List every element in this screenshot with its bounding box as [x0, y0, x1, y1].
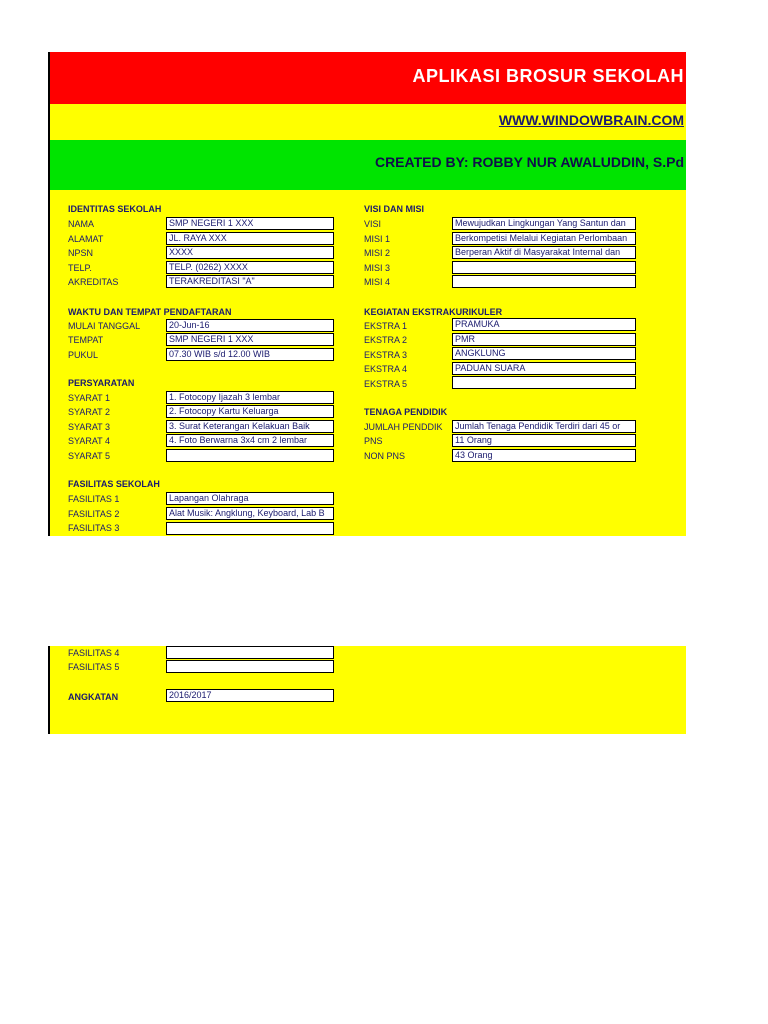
label-syarat-3: SYARAT 3 [68, 422, 111, 432]
field-pns[interactable]: 11 Orang [452, 434, 636, 447]
label-ekstra-5: EKSTRA 5 [364, 379, 408, 389]
label-syarat-2: SYARAT 2 [68, 407, 111, 417]
field-akreditas[interactable]: TERAKREDITASI "A" [166, 275, 334, 288]
label-fasilitas-1: FASILITAS 1 [68, 494, 120, 504]
field-syarat-5[interactable] [166, 449, 334, 462]
field-ekstra-5[interactable] [452, 376, 636, 389]
label-telp: TELP. [68, 263, 92, 273]
label-fasilitas-3: FASILITAS 3 [68, 523, 120, 533]
field-syarat-4[interactable]: 4. Foto Berwarna 3x4 cm 2 lembar [166, 434, 334, 447]
section-identitas-heading: IDENTITAS SEKOLAH [68, 204, 162, 214]
sheet-top [48, 52, 686, 536]
sheet-bottom [48, 646, 686, 734]
field-mulai-tanggal[interactable]: 20-Jun-16 [166, 319, 334, 332]
field-fasilitas-1[interactable]: Lapangan Olahraga [166, 492, 334, 505]
website-link[interactable]: WWW.WINDOWBRAIN.COM [498, 112, 684, 128]
field-misi-3[interactable] [452, 261, 636, 274]
label-fasilitas-2: FASILITAS 2 [68, 509, 120, 519]
credit-text: CREATED BY: ROBBY NUR AWALUDDIN, S.Pd [374, 154, 684, 170]
field-jumlah-pendidik[interactable]: Jumlah Tenaga Pendidik Terdiri dari 45 or [452, 420, 636, 433]
credit-band [50, 140, 686, 190]
section-fasilitas-heading: FASILITAS SEKOLAH [68, 479, 160, 489]
field-fasilitas-5[interactable] [166, 660, 334, 673]
field-nama[interactable]: SMP NEGERI 1 XXX [166, 217, 334, 230]
label-ekstra-3: EKSTRA 3 [364, 350, 408, 360]
label-syarat-1: SYARAT 1 [68, 393, 111, 403]
label-misi-1: MISI 1 [364, 234, 391, 244]
field-syarat-2[interactable]: 2. Fotocopy Kartu Keluarga [166, 405, 334, 418]
section-visi-misi-heading: VISI DAN MISI [364, 204, 425, 214]
label-non-pns: NON PNS [364, 451, 406, 461]
field-ekstra-2[interactable]: PMR [452, 333, 636, 346]
app-title: APLIKASI BROSUR SEKOLAH [412, 66, 684, 86]
label-ekstra-2: EKSTRA 2 [364, 335, 408, 345]
label-ekstra-4: EKSTRA 4 [364, 364, 408, 374]
label-jumlah-pendidik: JUMLAH PENDDIK [364, 422, 443, 432]
field-fasilitas-2[interactable]: Alat Musik: Angklung, Keyboard, Lab B [166, 507, 334, 520]
field-fasilitas-4[interactable] [166, 646, 334, 659]
field-ekstra-3[interactable]: ANGKLUNG [452, 347, 636, 360]
field-alamat[interactable]: JL. RAYA XXX [166, 232, 334, 245]
label-angkatan: ANGKATAN [68, 692, 119, 702]
field-misi-1[interactable]: Berkompetisi Melalui Kegiatan Perlombaan [452, 232, 636, 245]
field-non-pns[interactable]: 43 Orang [452, 449, 636, 462]
field-syarat-1[interactable]: 1. Fotocopy Ijazah 3 lembar [166, 391, 334, 404]
label-misi-2: MISI 2 [364, 248, 391, 258]
section-tenaga-heading: TENAGA PENDIDIK [364, 407, 448, 417]
field-ekstra-4[interactable]: PADUAN SUARA [452, 362, 636, 375]
label-fasilitas-4: FASILITAS 4 [68, 648, 120, 658]
section-persyaratan-heading: PERSYARATAN [68, 378, 135, 388]
field-misi-2[interactable]: Berperan Aktif di Masyarakat Internal dan [452, 246, 636, 259]
label-pukul: PUKUL [68, 350, 99, 360]
label-tempat: TEMPAT [68, 335, 104, 345]
field-syarat-3[interactable]: 3. Surat Keterangan Kelakuan Baik [166, 420, 334, 433]
field-angkatan[interactable]: 2016/2017 [166, 689, 334, 702]
label-pns: PNS [364, 436, 383, 446]
title-band [50, 52, 686, 104]
field-npsn[interactable]: XXXX [166, 246, 334, 259]
field-fasilitas-3[interactable] [166, 522, 334, 535]
label-alamat: ALAMAT [68, 234, 104, 244]
label-nama: NAMA [68, 219, 95, 229]
label-ekstra-1: EKSTRA 1 [364, 321, 408, 331]
label-misi-4: MISI 4 [364, 277, 391, 287]
label-mulai-tanggal: MULAI TANGGAL [68, 321, 141, 331]
section-waktu-heading: WAKTU DAN TEMPAT PENDAFTARAN [68, 307, 232, 317]
field-tempat[interactable]: SMP NEGERI 1 XXX [166, 333, 334, 346]
field-pukul[interactable]: 07.30 WIB s/d 12.00 WIB [166, 348, 334, 361]
label-misi-3: MISI 3 [364, 263, 391, 273]
label-npsn: NPSN [68, 248, 94, 258]
field-visi[interactable]: Mewujudkan Lingkungan Yang Santun dan [452, 217, 636, 230]
label-akreditas: AKREDITAS [68, 277, 119, 287]
label-visi: VISI [364, 219, 382, 229]
label-fasilitas-5: FASILITAS 5 [68, 662, 120, 672]
label-syarat-5: SYARAT 5 [68, 451, 111, 461]
section-ekstra-heading: KEGIATAN EKSTRAKURIKULER [364, 307, 503, 317]
field-ekstra-1[interactable]: PRAMUKA [452, 318, 636, 331]
field-telp[interactable]: TELP. (0262) XXXX [166, 261, 334, 274]
field-misi-4[interactable] [452, 275, 636, 288]
label-syarat-4: SYARAT 4 [68, 436, 111, 446]
